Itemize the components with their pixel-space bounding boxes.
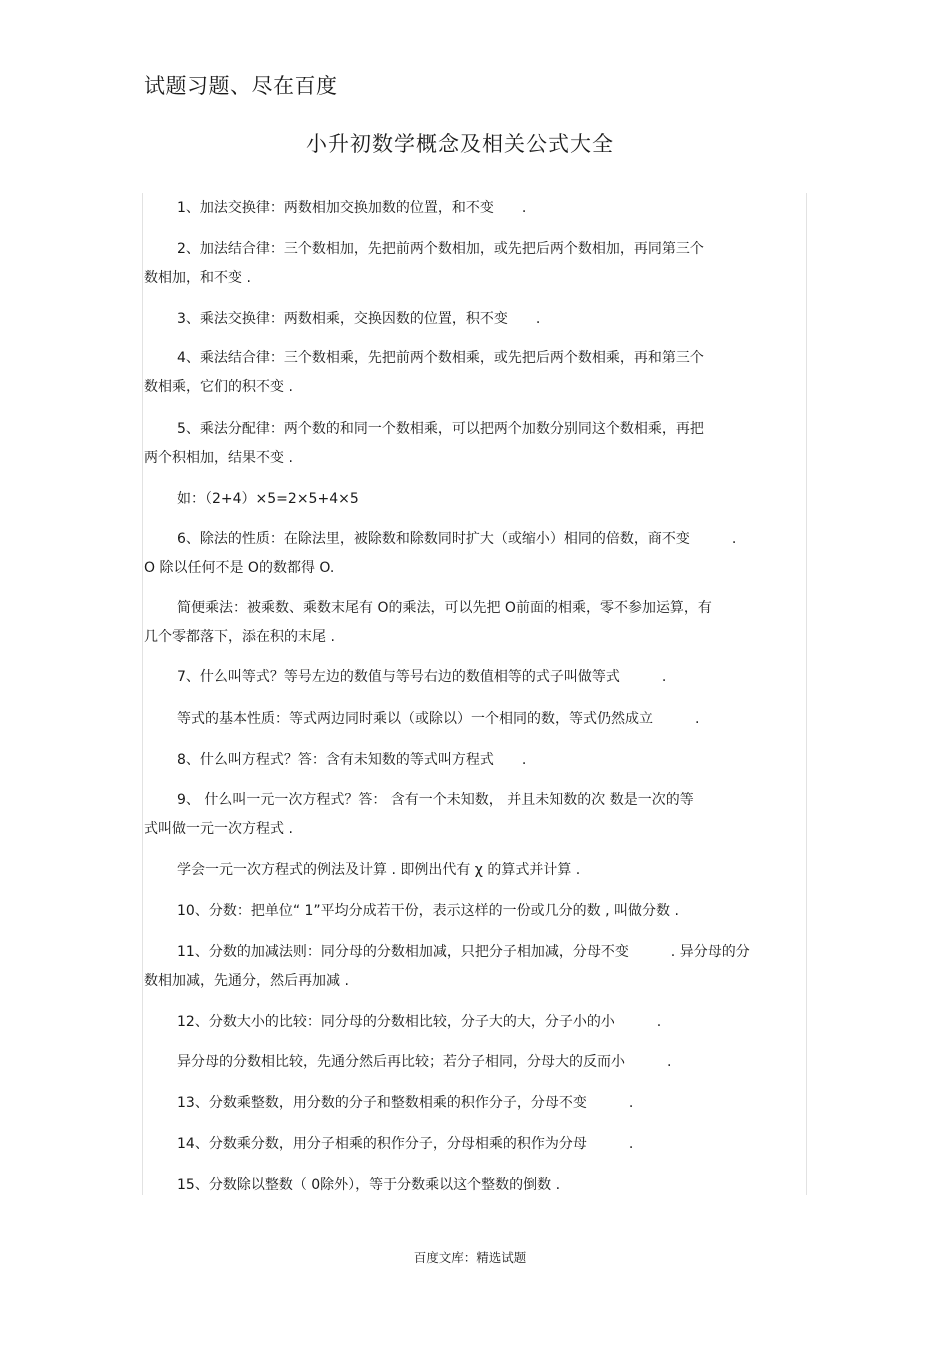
paragraph-20 — [144, 1171, 560, 1200]
document-title: 小升初数学概念及相关公式大全 — [306, 132, 614, 156]
paragraph-19 — [144, 1130, 633, 1159]
paragraph-5 — [144, 415, 704, 473]
paragraph-16 — [144, 1008, 661, 1037]
paragraph-line: 14、分数乘分数，用分子相乘的积作分子，分母相乘的积作为分母 . — [177, 1136, 634, 1152]
paragraph-18 — [144, 1089, 633, 1118]
paragraph-line: 5、乘法分配律：两个数的和同一个数相乘，可以把两个加数分别同这个数相乘，再把 — [177, 421, 704, 437]
page-header: 试题习题、尽在百度 — [144, 74, 338, 98]
paragraph-line: 10、分数：把单位“ 1”平均分成若干份，表示这样的一份或几分的数 , 叫做分数 . — [177, 903, 679, 919]
paragraph-4 — [144, 344, 704, 402]
paragraph-line: 数相加，和不变 . — [144, 270, 251, 286]
paragraph-line: 几个零都落下，添在积的末尾 . — [144, 629, 335, 645]
paragraph-line: 12、分数大小的比较：同分母的分数相比较，分子大的大，分子小的小 . — [177, 1014, 662, 1030]
paragraph-line: 等式的基本性质：等式两边同时乘以（或除以）一个相同的数，等式仍然成立 . — [177, 711, 700, 727]
paragraph-line: 3、乘法交换律：两数相乘，交换因数的位置，积不变 . — [177, 311, 541, 327]
paragraph-line: 如：（2+4）×5=2×5+4×5 — [177, 491, 359, 507]
paragraph-line: 13、分数乘整数，用分数的分子和整数相乘的积作分子，分母不变 . — [177, 1095, 634, 1111]
paragraph-line: 1、加法交换律：两数相加交换加数的位置，和不变 . — [177, 200, 527, 216]
paragraph-9 — [144, 663, 666, 692]
paragraph-13 — [144, 856, 580, 885]
paragraph-12 — [144, 786, 694, 844]
page-footer: 百度文库：精选试题 — [413, 1250, 527, 1265]
paragraph-10 — [144, 705, 699, 734]
paragraph-line: 11、分数的加减法则：同分母的分数相加减，只把分子相加减，分母不变 . 异分母的分 — [177, 944, 750, 960]
paragraph-line: 式叫做一元一次方程式 . — [144, 821, 293, 837]
paragraph-line: 9、 什么叫一元一次方程式？答： 含有一个未知数， 并且未知数的次 数是一次的等 — [177, 792, 694, 808]
paragraph-7 — [144, 525, 736, 583]
paragraph-14 — [144, 897, 679, 926]
paragraph-line: 学会一元一次方程式的例法及计算 . 即例出代有 χ 的算式并计算 . — [177, 862, 581, 878]
paragraph-15 — [144, 938, 750, 996]
paragraph-1 — [144, 194, 526, 223]
paragraph-line: 15、分数除以整数（ 0除外），等于分数乘以这个整数的倒数 . — [177, 1177, 561, 1193]
paragraph-line: O 除以任何不是 O的数都得 O. — [144, 560, 335, 576]
paragraph-line: 数相加减，先通分，然后再加减 . — [144, 973, 349, 989]
paragraph-line: 8、什么叫方程式？答：含有未知数的等式叫方程式 . — [177, 752, 527, 768]
paragraph-6 — [144, 485, 359, 514]
paragraph-line: 简便乘法：被乘数、乘数末尾有 O的乘法，可以先把 O前面的相乘，零不参加运算，有 — [177, 600, 712, 616]
paragraph-17 — [144, 1048, 671, 1077]
paragraph-line: 2、加法结合律：三个数相加，先把前两个数相加，或先把后两个数相加，再同第三个 — [177, 241, 704, 257]
paragraph-line: 4、乘法结合律：三个数相乘，先把前两个数相乘，或先把后两个数相乘，再和第三个 — [177, 350, 704, 366]
paragraph-line: 异分母的分数相比较，先通分然后再比较；若分子相同，分母大的反而小 . — [177, 1054, 672, 1070]
paragraph-11 — [144, 746, 526, 775]
paragraph-2 — [144, 235, 704, 293]
paragraph-line: 7、什么叫等式？等号左边的数值与等号右边的数值相等的式子叫做等式 . — [177, 669, 667, 685]
paragraph-8 — [144, 594, 712, 652]
paragraph-line: 6、除法的性质：在除法里，被除数和除数同时扩大（或缩小）相同的倍数，商不变 . — [177, 531, 737, 547]
paragraph-line: 数相乘，它们的积不变 . — [144, 379, 293, 395]
paragraph-3 — [144, 305, 540, 334]
paragraph-line: 两个积相加，结果不变 . — [144, 450, 293, 466]
